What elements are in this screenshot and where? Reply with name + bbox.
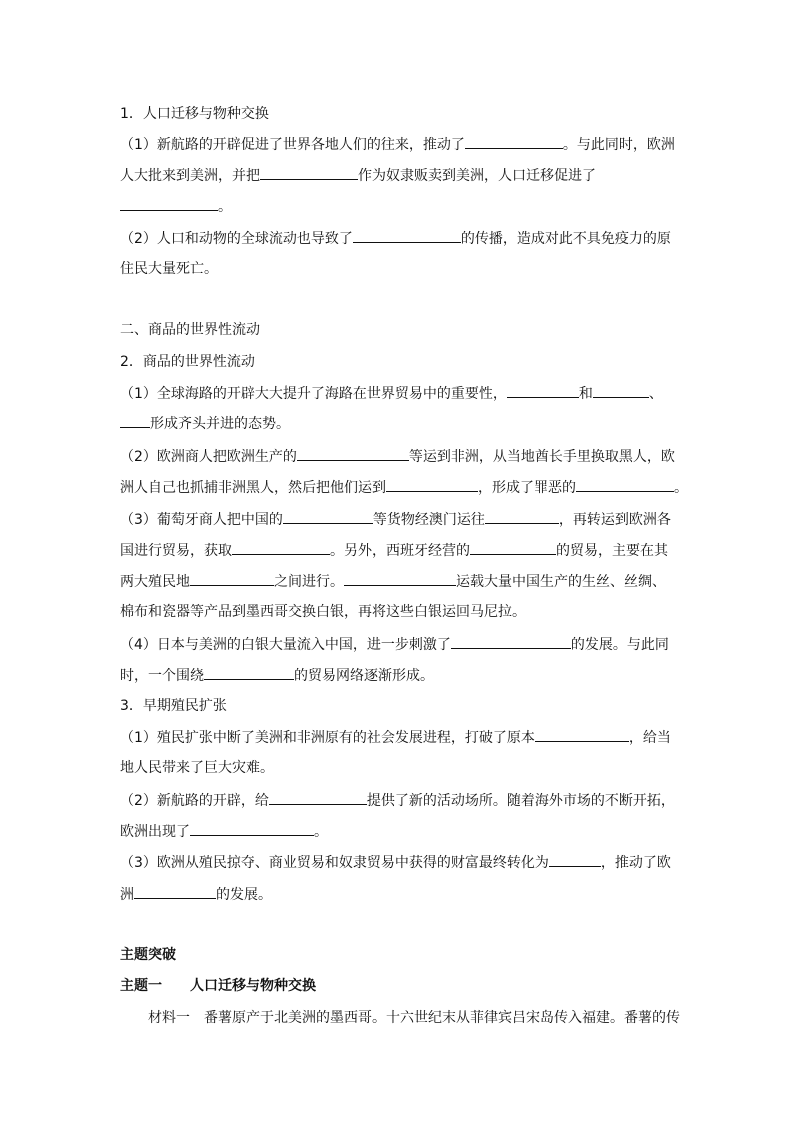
paragraph-line <box>120 383 663 404</box>
blank <box>593 383 649 398</box>
blank <box>134 884 216 899</box>
text: ，给当 <box>628 730 671 746</box>
text: 提供了新的活动场所。随着海外市场的不断开拓， <box>366 793 675 809</box>
text: 时，一个围绕 <box>120 668 204 684</box>
section-heading: 3．早期殖民扩张 <box>120 698 227 714</box>
paragraph-line <box>120 446 675 467</box>
text: （2）欧洲商人把欧洲生产的 <box>120 449 297 465</box>
text: 的贸易网络逐渐形成。 <box>294 668 434 684</box>
text: 形成齐头并进的态势。 <box>150 416 290 432</box>
text: 等运到非洲，从当地酋长手里换取黑人，欧 <box>408 449 675 465</box>
text: （4）日本与美洲的白银大量流入中国，进一步刺激了 <box>120 637 451 653</box>
text: 洲 <box>120 887 134 903</box>
paragraph-line: 住民大量死亡。 <box>120 261 218 277</box>
material-line: 材料一 番薯原产于北美洲的墨西哥。十六世纪末从菲律宾吕宋岛传入福建。番薯的传 <box>148 1010 680 1026</box>
section-title: 二、商品的世界性流动 <box>120 322 260 338</box>
blank <box>260 165 358 180</box>
blank <box>451 634 571 649</box>
text: 等货物经澳门运往 <box>372 512 485 528</box>
text: 。与此同时，欧洲 <box>562 137 675 153</box>
blank <box>120 196 218 211</box>
text: 的传播，造成对此不具免疫力的原 <box>460 231 671 247</box>
blank <box>576 477 674 492</box>
text: 的发展。与此同 <box>570 637 669 653</box>
blank <box>190 571 274 586</box>
blank <box>470 540 556 555</box>
paragraph-line <box>120 852 671 873</box>
paragraph-line <box>120 821 328 842</box>
paragraph-line <box>120 134 675 155</box>
paragraph-line <box>120 540 668 561</box>
text: 。 <box>218 199 232 215</box>
text: ，再转运到欧洲各 <box>558 512 671 528</box>
text: 洲人自己也抓捕非洲黑人，然后把他们运到 <box>120 480 386 496</box>
blank <box>535 727 629 742</box>
blank <box>190 821 314 836</box>
section-title: 主题突破 <box>120 947 176 963</box>
paragraph-line <box>120 665 434 686</box>
text: （2）人口和动物的全球流动也导致了 <box>120 231 353 247</box>
paragraph-line <box>120 634 669 655</box>
text: （1）全球海路的开辟大大提升了海路在世界贸易中的重要性， <box>120 386 507 402</box>
text: ，推动了欧 <box>600 855 671 871</box>
text: 欧洲出现了 <box>120 824 190 840</box>
blank <box>465 134 563 149</box>
blank <box>269 790 367 805</box>
text: 国进行贸易，获取 <box>120 543 232 559</box>
blank <box>297 446 409 461</box>
text: 。另外，西班牙经营的 <box>330 543 470 559</box>
blank <box>507 383 579 398</box>
section-heading: 1．人口迁移与物种交换 <box>120 106 269 122</box>
text: （1）殖民扩张中断了美洲和非洲原有的社会发展进程，打破了原本 <box>120 730 535 746</box>
text: （3）欧洲从殖民掠夺、商业贸易和奴隶贸易中获得的财富最终转化为 <box>120 855 549 871</box>
blank <box>485 509 559 524</box>
blank <box>120 413 150 428</box>
paragraph-line <box>120 228 671 249</box>
blank <box>344 571 456 586</box>
section-heading: 2．商品的世界性流动 <box>120 354 255 370</box>
topic-heading: 主题一 人口迁移与物种交换 <box>120 978 316 994</box>
text: 两大殖民地 <box>120 574 190 590</box>
text: 作为奴隶贩卖到美洲，人口迁移促进了 <box>358 168 596 184</box>
text: 。 <box>314 824 328 840</box>
paragraph-line <box>120 477 688 498</box>
blank <box>549 852 601 867</box>
blank <box>386 477 478 492</box>
text: 运载大量中国生产的生丝、丝绸、 <box>456 574 666 590</box>
text: 之间进行。 <box>274 574 344 590</box>
text: 人大批来到美洲，并把 <box>120 168 260 184</box>
paragraph-line <box>120 509 671 530</box>
paragraph-line <box>120 165 596 186</box>
text: 、 <box>648 386 663 402</box>
blank <box>204 665 294 680</box>
paragraph-line <box>120 884 272 905</box>
blank <box>232 540 330 555</box>
text: ，形成了罪恶的 <box>478 480 576 496</box>
paragraph-line <box>120 727 671 748</box>
paragraph-line <box>120 571 666 592</box>
paragraph-line <box>120 413 290 434</box>
text: （1）新航路的开辟促进了世界各地人们的往来，推动了 <box>120 137 465 153</box>
text: 和 <box>578 386 593 402</box>
blank <box>353 228 461 243</box>
text: （3）葡萄牙商人把中国的 <box>120 512 283 528</box>
paragraph-line <box>120 790 675 811</box>
text: 的贸易，主要在其 <box>556 543 668 559</box>
paragraph-line: 地人民带来了巨大灾难。 <box>120 760 274 776</box>
paragraph-line <box>120 196 232 217</box>
text: 。 <box>674 480 688 496</box>
blank <box>283 509 373 524</box>
text: （2）新航路的开辟，给 <box>120 793 269 809</box>
text: 的发展。 <box>216 887 272 903</box>
paragraph-line: 棉布和瓷器等产品到墨西哥交换白银，再将这些白银运回马尼拉。 <box>120 604 526 620</box>
